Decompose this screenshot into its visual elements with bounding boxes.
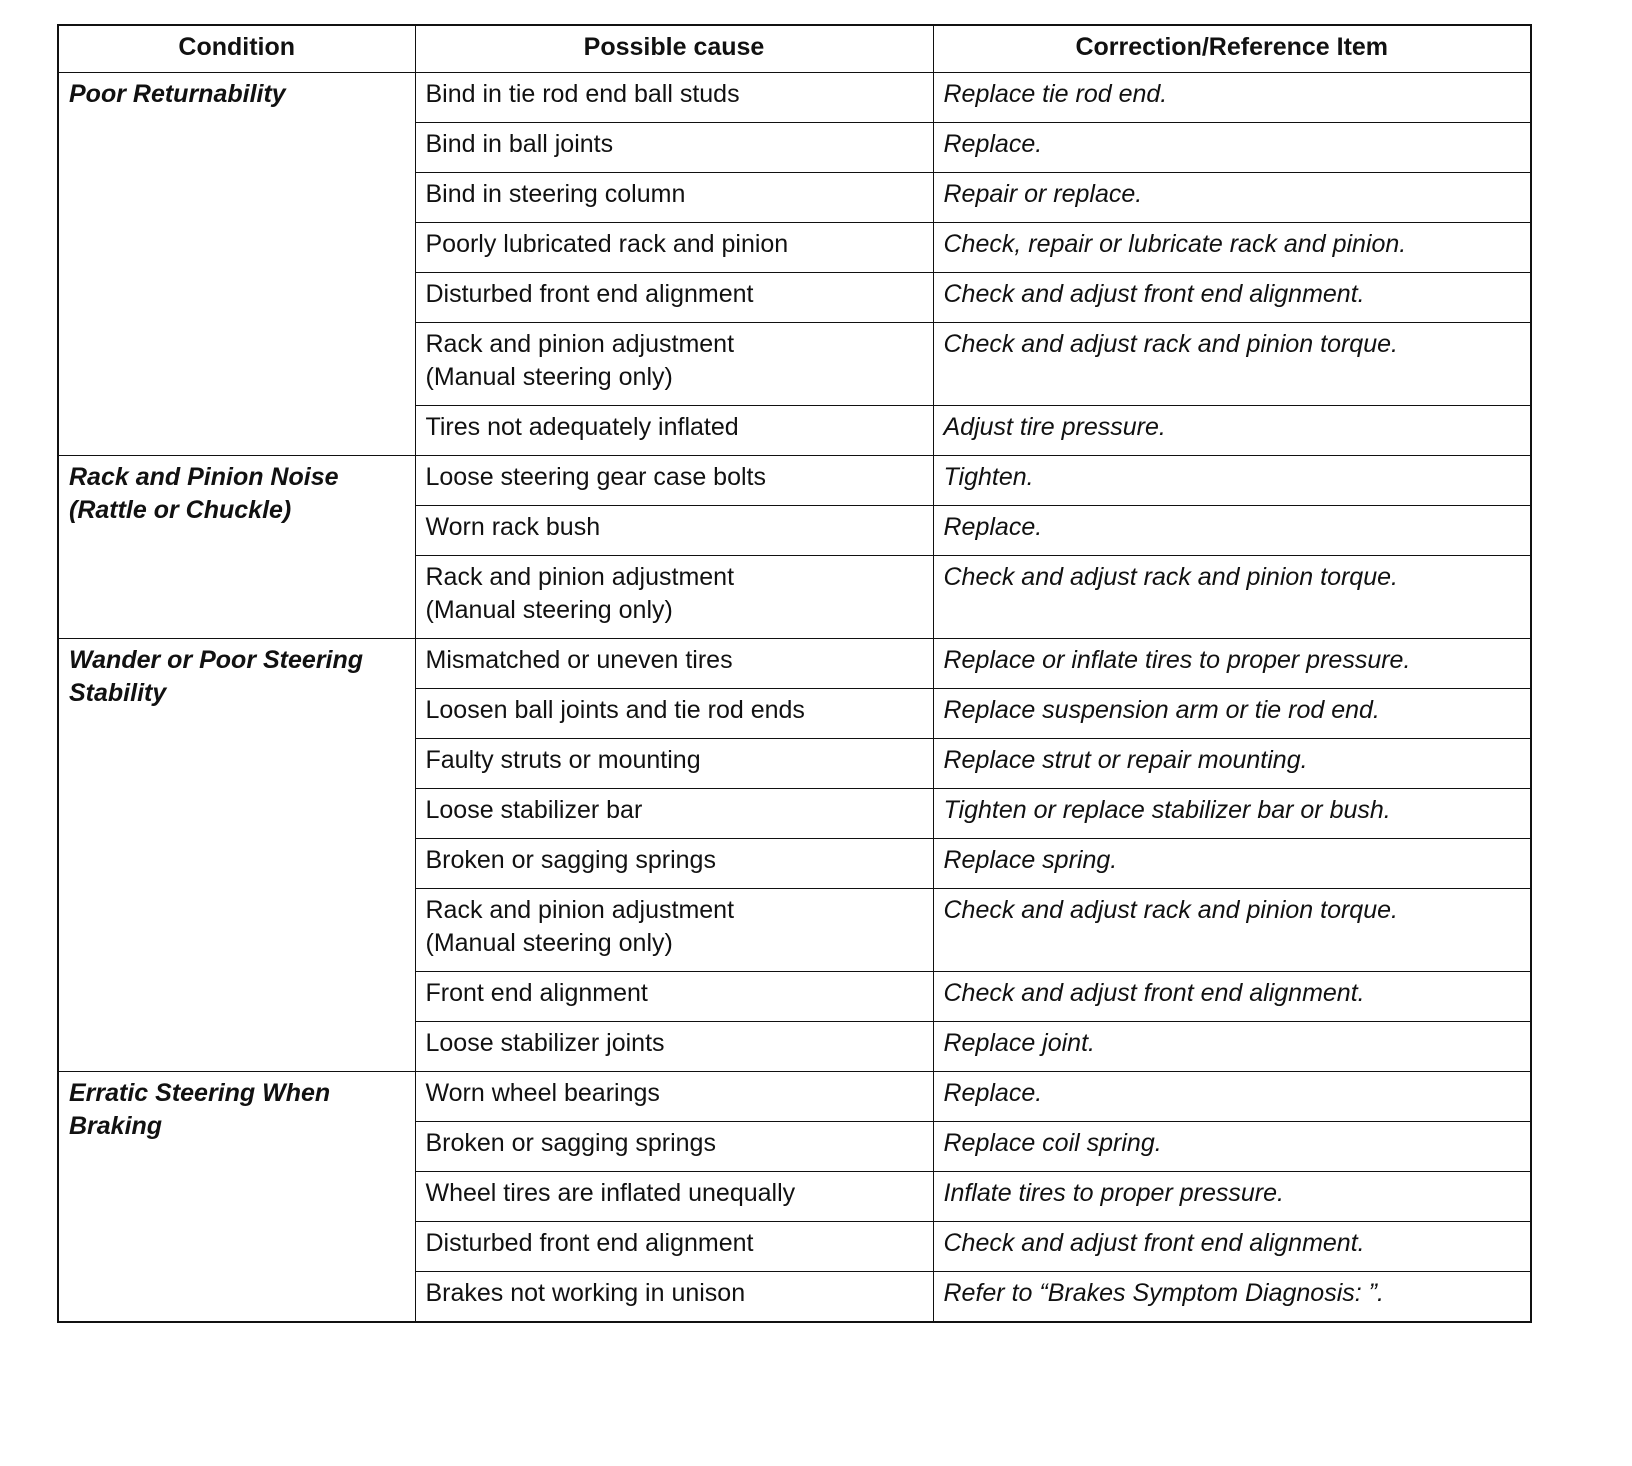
correction-cell: Replace coil spring.	[933, 1122, 1531, 1172]
cause-text: Rack and pinion adjustment	[425, 330, 735, 358]
cause-text: Loose steering gear case bolts	[425, 463, 766, 491]
cause-text: Broken or sagging springs	[425, 846, 716, 874]
condition-cell	[58, 1072, 415, 1323]
cause-text: Rack and pinion adjustment	[425, 896, 735, 924]
cause-cell	[415, 323, 933, 406]
cause-cell	[415, 889, 933, 972]
cause-cell	[415, 273, 933, 323]
cause-text: Broken or sagging springs	[425, 1129, 716, 1157]
cause-text: Tires not adequately inflated	[425, 413, 739, 441]
cause-cell	[415, 556, 933, 639]
cause-cell	[415, 123, 933, 173]
cause-text: Brakes not working in unison	[425, 1279, 746, 1307]
correction-cell: Replace strut or repair mounting.	[933, 739, 1531, 789]
cause-cell	[415, 1222, 933, 1272]
correction-cell: Check and adjust front end alignment.	[933, 972, 1531, 1022]
cause-cell	[415, 73, 933, 123]
cause-text: Bind in ball joints	[425, 130, 614, 158]
correction-cell: Replace.	[933, 1072, 1531, 1122]
table-row	[58, 73, 1531, 123]
header-condition: Condition	[58, 25, 415, 73]
condition-text: Poor Returnability	[69, 80, 286, 108]
cause-cell	[415, 223, 933, 273]
cause-text: Worn rack bush	[425, 513, 601, 541]
condition-text: (Rattle or Chuckle)	[69, 496, 292, 524]
cause-text: Mismatched or uneven tires	[425, 646, 733, 674]
cause-cell	[415, 1122, 933, 1172]
cause-cell	[415, 173, 933, 223]
correction-cell: Adjust tire pressure.	[933, 406, 1531, 456]
header-correction: Correction/Reference Item	[933, 25, 1531, 73]
correction-cell: Repair or replace.	[933, 173, 1531, 223]
cause-text: (Manual steering only)	[425, 929, 673, 957]
correction-cell: Refer to “Brakes Symptom Diagnosis: ”.	[933, 1272, 1531, 1323]
cause-text: Poorly lubricated rack and pinion	[425, 230, 789, 258]
correction-cell: Check and adjust front end alignment.	[933, 273, 1531, 323]
correction-cell: Replace spring.	[933, 839, 1531, 889]
correction-cell: Tighten or replace stabilizer bar or bush.	[933, 789, 1531, 839]
table-row	[58, 1072, 1531, 1122]
cause-cell	[415, 1072, 933, 1122]
cause-text: Loosen ball joints and tie rod ends	[425, 696, 805, 724]
cause-text: Loose stabilizer bar	[425, 796, 643, 824]
cause-text: Front end alignment	[425, 979, 648, 1007]
correction-cell: Inflate tires to proper pressure.	[933, 1172, 1531, 1222]
cause-text: Rack and pinion adjustment	[425, 563, 735, 591]
correction-cell: Check and adjust rack and pinion torque.	[933, 556, 1531, 639]
table-row	[58, 456, 1531, 506]
condition-text: Wander or Poor Steering	[69, 646, 364, 674]
correction-cell: Tighten.	[933, 456, 1531, 506]
condition-cell	[58, 456, 415, 639]
condition-text: Erratic Steering When	[69, 1079, 331, 1107]
cause-text: Bind in tie rod end ball studs	[425, 80, 740, 108]
cause-text: (Manual steering only)	[425, 363, 673, 391]
correction-cell: Check and adjust rack and pinion torque.	[933, 323, 1531, 406]
cause-cell	[415, 839, 933, 889]
correction-cell: Replace.	[933, 123, 1531, 173]
condition-cell	[58, 73, 415, 456]
cause-text: Disturbed front end alignment	[425, 280, 754, 308]
cause-cell	[415, 506, 933, 556]
diagnosis-table	[57, 24, 1532, 1323]
correction-cell: Check, repair or lubricate rack and pinion.	[933, 223, 1531, 273]
cause-text: Wheel tires are inflated unequally	[425, 1179, 796, 1207]
correction-cell: Replace suspension arm or tie rod end.	[933, 689, 1531, 739]
cause-text: Bind in steering column	[425, 180, 686, 208]
cause-text: Faulty struts or mounting	[425, 746, 701, 774]
correction-cell: Replace tie rod end.	[933, 73, 1531, 123]
cause-text: (Manual steering only)	[425, 596, 673, 624]
cause-cell	[415, 639, 933, 689]
cause-cell	[415, 1272, 933, 1323]
cause-text: Disturbed front end alignment	[425, 1229, 754, 1257]
correction-cell: Replace or inflate tires to proper pressure.	[933, 639, 1531, 689]
cause-text: Worn wheel bearings	[425, 1079, 660, 1107]
cause-text: Loose stabilizer joints	[425, 1029, 665, 1057]
table-row	[58, 639, 1531, 689]
header-row	[58, 25, 1531, 73]
cause-cell	[415, 1022, 933, 1072]
diagnosis-table-body	[58, 73, 1531, 1323]
cause-cell	[415, 456, 933, 506]
header-possible-cause: Possible cause	[415, 25, 933, 73]
condition-text: Rack and Pinion Noise	[69, 463, 339, 491]
cause-cell	[415, 689, 933, 739]
condition-text: Stability	[69, 679, 167, 707]
cause-cell	[415, 1172, 933, 1222]
cause-cell	[415, 739, 933, 789]
cause-cell	[415, 406, 933, 456]
correction-cell: Replace.	[933, 506, 1531, 556]
condition-cell	[58, 639, 415, 1072]
cause-cell	[415, 972, 933, 1022]
cause-cell	[415, 789, 933, 839]
condition-text: Braking	[69, 1112, 163, 1140]
correction-cell: Check and adjust front end alignment.	[933, 1222, 1531, 1272]
correction-cell: Replace joint.	[933, 1022, 1531, 1072]
correction-cell: Check and adjust rack and pinion torque.	[933, 889, 1531, 972]
